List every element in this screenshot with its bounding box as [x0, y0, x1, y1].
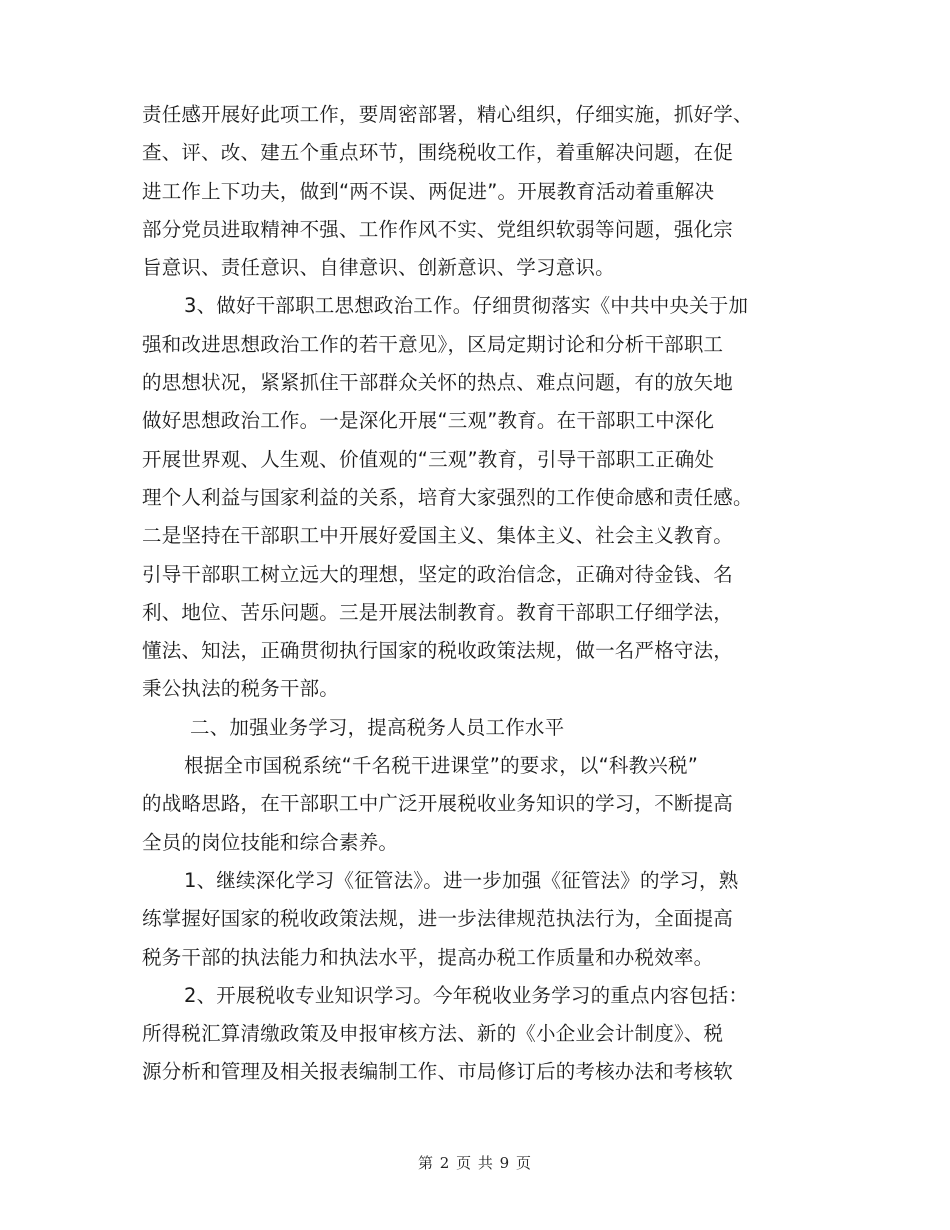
body-line: 做好思想政治工作。一是深化开展“三观”教育。在干部职工中深化	[142, 409, 715, 433]
body-line: 部分党员进取精神不强、工作作风不实、党组织软弱等问题，强化宗	[142, 217, 734, 241]
body-line: 责任感开展好此项工作，要周密部署，精心组织，仔细实施，抓好学、	[142, 103, 753, 126]
paragraph-start-line: 根据全市国税系统“千名税干进课堂”的要求，以“科教兴税”	[184, 754, 699, 778]
document-body	[142, 96, 812, 1092]
section-heading: 二、加强业务学习，提高税务人员工作水平	[190, 715, 565, 739]
body-line: 全员的岗位技能和综合素养。	[142, 830, 399, 854]
body-line: 懂法、知法，正确贯彻执行国家的税收政策法规，做一名严格守法，	[142, 639, 734, 663]
body-line: 理个人利益与国家利益的关系，培育大家强烈的工作使命感和责任感。	[142, 485, 753, 509]
body-line: 查、评、改、建五个重点环节，围绕税收工作，着重解决问题，在促	[142, 141, 734, 165]
body-line: 进工作上下功夫，做到“两不误、两促进”。开展教育活动着重解决	[142, 179, 715, 203]
body-line: 秉公执法的税务干部。	[142, 677, 340, 701]
body-line: 引导干部职工树立远大的理想，坚定的政治信念，正确对待金钱、名	[142, 562, 734, 586]
body-line: 旨意识、责任意识、自律意识、创新意识、学习意识。	[142, 256, 615, 280]
body-line: 二是坚持在干部职工中开展好爱国主义、集体主义、社会主义教育。	[142, 524, 734, 548]
body-line: 所得税汇算清缴政策及申报审核方法、新的《小企业会计制度》、税	[142, 1022, 724, 1046]
body-line: 的战略思路，在干部职工中广泛开展税收业务知识的学习，不断提高	[142, 792, 734, 816]
body-line: 的思想状况，紧紧抓住干部群众关怀的热点、难点问题，有的放矢地	[142, 371, 734, 395]
page-number-footer: 第 2 页 共 9 页	[418, 1154, 532, 1172]
paragraph-start-line: 3、做好干部职工思想政治工作。仔细贯彻落实《中共中央关于加	[184, 294, 749, 318]
body-line: 练掌握好国家的税收政策法规，进一步法律规范执法行为，全面提高	[142, 907, 734, 931]
body-line: 利、地位、苦乐问题。三是开展法制教育。教育干部职工仔细学法，	[142, 600, 734, 624]
body-line: 开展世界观、人生观、价值观的“三观”教育，引导干部职工正确处	[142, 447, 715, 471]
body-line: 源分析和管理及相关报表编制工作、市局修订后的考核办法和考核软	[142, 1060, 734, 1084]
body-line: 强和改进思想政治工作的若干意见》，区局定期讨论和分析干部职工	[142, 332, 724, 356]
paragraph-start-line: 2、开展税收专业知识学习。今年税收业务学习的重点内容包括：	[184, 983, 749, 1007]
paragraph-start-line: 1、继续深化学习《征管法》。进一步加强《征管法》的学习，熟	[184, 868, 739, 892]
body-line: 税务干部的执法能力和执法水平，提高办税工作质量和办税效率。	[142, 945, 714, 969]
